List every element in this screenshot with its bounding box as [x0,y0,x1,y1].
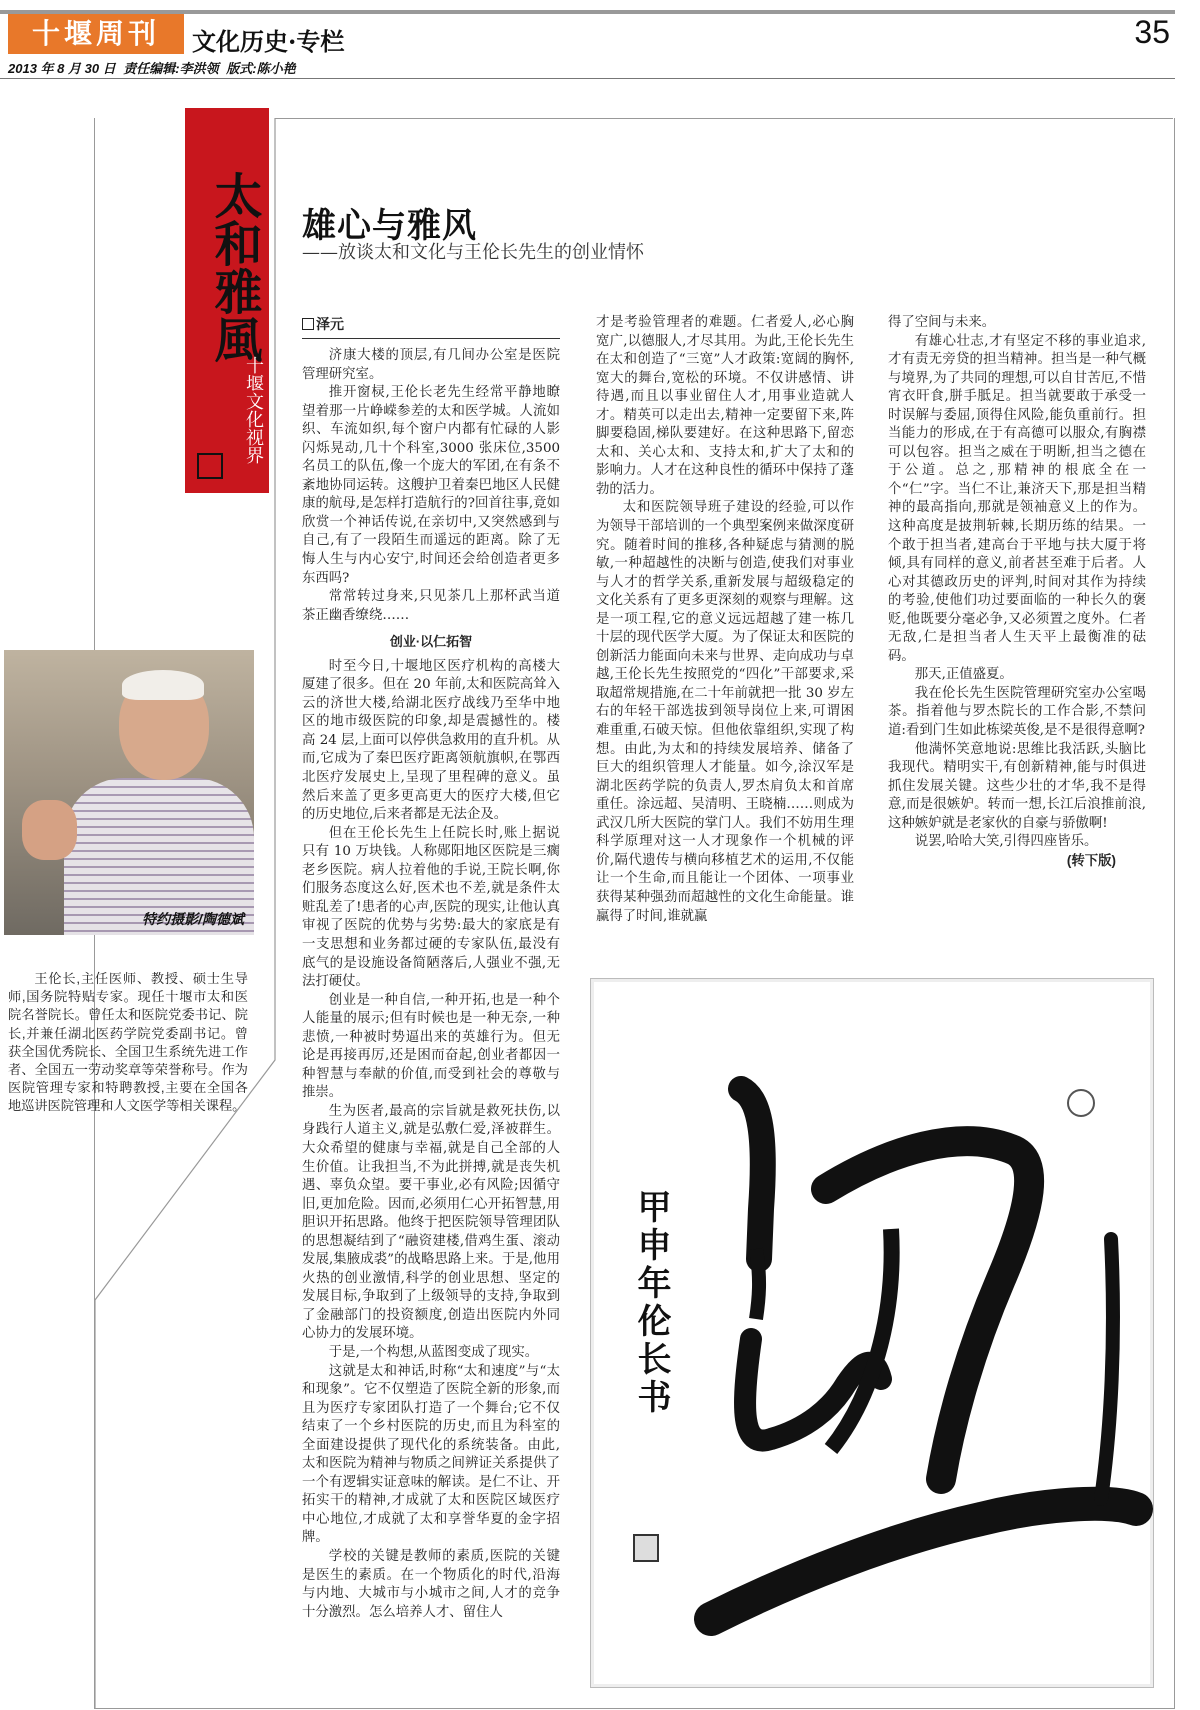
article-column-2 [596,314,854,926]
paragraph: 说罢,哈哈大笑,引得四座皆乐。 [914,834,1098,850]
section-title: 文化历史·专栏 [192,27,345,56]
masthead: 十堰周刊 [8,14,184,54]
paragraph: 他满怀笑意地说:思维比我活跃,头脑比我现代。精明实干,有创新精神,能与时俱进抓住发展关键。这些少壮的才华,我不是得意,而是很嫉妒。转而一想,长江后浪推前浪,这种嫉妒就是老家伙的自豪与骄傲啊! [888,741,1146,831]
paragraph: 常常转过身来,只见茶几上那杯武当道茶正幽香缭绕…… [302,589,560,623]
paragraph: 这就是太和神话,时称“太和速度”与“太和现象”。它不仅塑造了医院全新的形象,而且为医疗专家团队打造了一个舞台;它不仅结束了一个乡村医院的历史,而且为科室的全面建设提供了现代化的系统装备。由此,太和医院为精神与物质之间辨证关系提供了一个有逻辑实证意味的解读。是仁不让、开拓实干的精神,才成就了太和医院区域医疗中心地位,才成就了太和享誉华夏的金字招牌。 [302,1363,560,1546]
author-bio: 王伦长,主任医师、教授、硕士生导师,国务院特贴专家。现任十堰市太和医院名誉院长。曾任太和医院党委书记、院长,并兼任湖北医药学院党委副书记。曾获全国优秀院长、全国卫生系统先进工作者、全国五一劳动奖章等荣誉称号。作为医院管理专家和特聘教授,主要在全国各地巡讲医院管理和人文医学等相关课程。 [8,971,248,1114]
publish-date: 2013 年 8 月 30 日 [8,61,116,76]
paragraph: 创业是一种自信,一种开拓,也是一种个人能量的展示;但有时候也是一种无奈,一种悲愤,一种被时势逼出来的英雄行为。但无论是再接再厉,还是困而奋起,创业者都因一种智慧与奉献的价值,而受到社会的尊敬与推崇。 [302,992,560,1101]
article-column-1 [302,347,560,1622]
page-number: 35 [1134,14,1170,50]
byline [302,314,560,339]
seal-icon [633,1534,659,1562]
byline-author: 泽元 [316,316,344,332]
paragraph: 有雄心壮志,才有坚定不移的事业追求,才有责无旁贷的担当精神。担当是一种气概与境界,为了共同的理想,可以自甘苦厄,不惜宵衣旰食,胼手胝足。担当就要敢于承受一时误解与委屈,顶得住风险,能负重前行。担当能力的形成,在于有高德可以服众,有胸襟可以包容。担当之威在于明断,担当之德在于公道。总之,那精神的根底全在一个“仁”字。当仁不让,兼济天下,那是担当精神的最高指向,那就是领袖意义上的作为。这种高度是披荆斩棘,长期历练的结果。一个敢于担当者,建高台于平地与扶大厦于将倾,具有同样的意义,前者甚至难于后者。人心对其德政历史的评判,时间对其作为持续的考验,使他们功过要面临的一种长久的褒贬,他既要分毫必争,又必须置之度外。仁者无敌,仁是担当者人生天平上最衡准的砝码。 [888,333,1146,664]
paragraph: 我在伦长先生医院管理研究室办公室喝茶。指着他与罗杰院长的工作合影,不禁问道:看到门生如此栋梁英俊,是不是很得意啊? [888,685,1146,739]
column-banner-subtitle: 十堰文化视界 [243,356,264,464]
editor-credit: 责任编辑:李洪领 [123,61,219,76]
paragraph: 学校的关键是教师的素质,医院的关键是医生的素质。在一个物质化的时代,沿海与内地、大城市与小城市之间,人才的竞争十分激烈。怎么培养人才、留住人 [302,1549,560,1620]
section-heading: 创业·以仁拓智 [389,634,473,650]
seal-icon [1067,1089,1095,1117]
paragraph: 推开窗棂,王伦长老先生经常平静地瞭望着那一片峥嵘参差的太和医学城。人流如织、车流如织,每个窗户内都有忙碌的人影闪烁晃动,几十个科室,3000 张床位,3500 名员工的队伍,像一个庞大的军团,在有条不紊地协同运转。这艘护卫着秦巴地区人民健康的航母,是怎样打造航行的?回首往事,竟如欣赏一个神话传说,在亲切中,又突然感到与自己,有了一段陌生而遥远的距离。除了无悔人生与内心安宁,时间还会给创造者更多东西吗? [302,385,560,586]
article-frame-top [275,118,1173,119]
paragraph: 济康大楼的顶层,有几间办公室是医院管理研究室。 [302,348,560,382]
paragraph: 但在王伦长先生上任院长时,账上据说只有 10 万块钱。人称郧阳地区医院是三瘸老乡医院。病人拉着他的手说,王院长啊,你们服务态度这么好,医术也不差,就是条件太赃乱差了!患者的心声,医院的现实,让他认真审视了医院的优势与劣势:最大的家底是有一支思想和业务都过硬的专家队伍,最没有底气的是设施设备简陋落后,人强业不强,无法打硬仗。 [302,825,560,990]
column-banner-title: 太和雅風 [206,171,262,363]
layout-credit: 版式:陈小艳 [226,61,296,76]
calligraphy-artwork [590,978,1154,1688]
paragraph: 太和医院领导班子建设的经验,可以作为领导干部培训的一个典型案例来做深度研究。随着时间的推移,各种疑虑与猜测的脱敏,一种超越性的决断与创造,使我们对事业与人才的哲学关系,重新发展与超级稳定的文化关系有了更多更深刻的观察与理解。这是一项工程,它的意义远远超越了建一栋几十层的现代医学大厦。为了保证太和医院的创新活力能面向未来与世界、走向成功与卓越,王伦长先生按照党的“四化”干部要求,采取超常规措施,在二十年前就把一批 30 岁左右的年轻干部选拔到领导岗位上来,可谓困难重重,石破天惊。但他依靠组织,实现了构想。由此,为太和的持续发展培养、储备了巨大的组织管理人才能量。如今,涂汉军是湖北医药学院的负责人,罗杰肩负太和首席重任。涂远超、吴清明、王晓楠……则成为武汉几所大医院的掌门人。我们不妨用生理科学原理对这一人才现象作一个机械的评价,隔代遗传与横向移植艺术的运用,不仅能让一个生命,而且能让一个团体、一项事业获得某种强劲而超越性的文化生命能量。谁赢得了时间,谁就赢 [596,500,854,924]
article-subheadline: ——放谈太和文化与王伦长先生的创业情怀 [302,242,644,263]
paragraph: 于是,一个构想,从蓝图变成了现实。 [328,1344,539,1360]
paragraph: 生为医者,最高的宗旨就是救死扶伤,以身践行人道主义,就是弘敷仁爱,泽被群生。大众希望的健康与幸福,就是自己全部的人生价值。让我担当,不为此拼搏,就是丧失机遇、辜负众望。要干事业,必有风险;因循守旧,更加危险。因而,必须用仁心开拓智慧,用胆识开拓思路。他终于把医院领导管理团队的思想凝结到了“融资建楼,借鸡生蛋、滚动发展,集腋成裘”的战略思路上来。于是,他用火热的创业激情,科学的创业思想、坚定的发展目标,争取到了上级领导的支持,争取到了金融部门的投资额度,创造出医院内外同心协力的发展环境。 [302,1103,560,1342]
byline-box-icon [302,318,314,330]
photo-credit: 特约摄影/陶德斌 [142,911,244,927]
paragraph: 得了空间与未来。 [888,315,996,330]
calligraphy-signature: 甲申年伦长书 [631,1189,671,1417]
paragraph: 时至今日,十堰地区医疗机构的高楼大厦建了很多。但在 20 年前,太和医院高耸入云的济世大楼,给湖北医疗战线乃至华中地区的地市级医院的印象,却是震撼性的。楼高 24 层,上面可以停供急救用的直升机。从而,它成为了秦巴医疗距离领航旗帜,在鄂西北医疗发展史上,呈现了里程碑的意义。虽然后来盖了更多更高更大的医疗大楼,但它的历史地位,后来者都是无法企及。 [302,658,560,823]
article-column-3 [888,314,1146,870]
column-banner [185,108,269,493]
paragraph: 才是考验管理者的难题。仁者爱人,必心胸宽广,以德服人,才尽其用。为此,王伦长先生在太和创造了“三宽”人才政策:宽阔的胸怀,宽大的舞台,宽松的环境。不仅讲感情、讲待遇,而且以事业留住人才,用事业造就人才。精英可以走出去,精神一定要留下来,阵脚要稳固,梯队要建好。在这种思路下,留恋太和、关心太和、支持太和,扩大了太和的影响力。人才在这种良性的循环中保持了蓬勃的活力。 [596,315,854,497]
seal-icon [197,453,223,479]
portrait-photo [4,650,254,935]
calligraphy-brush-icon [591,979,1153,1687]
paragraph: 那天,正值盛夏。 [914,667,1013,683]
article-headline: 雄心与雅风 [302,206,477,246]
continued-note: (转下版) [1066,852,1116,868]
